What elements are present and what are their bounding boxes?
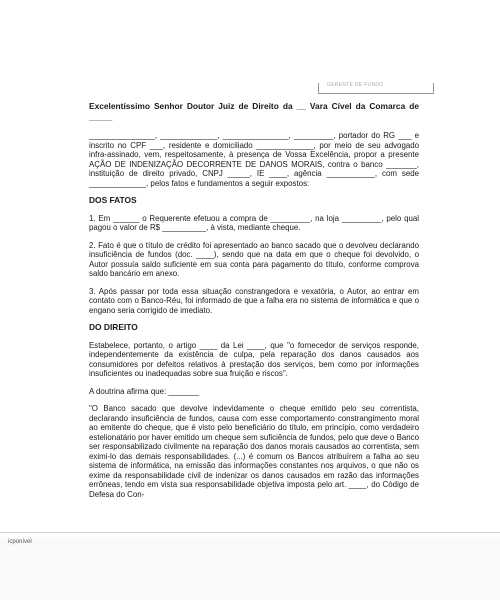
direito-paragraph: A doutrina afirma que: _______	[89, 386, 200, 396]
header-box	[318, 83, 434, 94]
document-title: Excelentíssimo Senhor Doutor Juiz de Direito da __ Vara Cível da Comarca de _____	[89, 101, 419, 122]
footer-text: icponível	[8, 539, 32, 545]
fatos-paragraph: 3. Após passar por toda essa situação constrangedora e vexatória, o Autor, ao entrar em contato com o Banco-Réu, foi informado de que a falha era no sistema de informática e que o engano seria corrigido de imediato.	[89, 286, 419, 315]
intro-paragraph: _______________, _____________, _______________, _________, portador do RG ___ e inscrito no CPF ___, residente e domiciliado _____________, por meio de seu advogado infra-assinado, vem, respeitosamente, à presença de Vossa Excelência, propor a presente AÇÃO DE INDENIZAÇÃO DECORRENTE DE DANOS MORAIS, contra o banco _______, instituição de direito privado, CNPJ _____, IE ____, agência ___________, com sede _____________, pelos fatos e fundamentos a seguir expostos:	[89, 131, 419, 188]
document-body	[89, 101, 419, 507]
footer-bar	[0, 537, 500, 600]
fatos-paragraph: 2. Fato é que o título de crédito foi apresentado ao banco sacado que o devolveu declarando insuficiência de fundos (doc. ____), sendo que na data em que o cheque foi devolvido, o Autor possuía saldo suficiente em sua conta para pagamento do título, conforme comprova saldo bancário em anexo.	[89, 240, 419, 278]
direito-paragraph: Estabelece, portanto, o artigo ____ da Lei ____, que "o fornecedor de serviços responde, independentemente da existência de culpa, pela reparação dos danos causados aos consumidores por defeitos relativos à prestação dos serviços, bem como por informações insuficientes ou inadequadas sobre sua fruição e riscos".	[89, 340, 419, 378]
header-box-text: GERENTE DE FUNDO	[327, 82, 384, 88]
footer-divider	[0, 532, 500, 533]
section-heading-direito: DO DIREITO	[89, 322, 138, 332]
fatos-paragraph: 1. Em ______ o Requerente efetuou a compra de _________, na loja _________, pelo qual pagou o valor de R$ __________, à vista, mediante cheque.	[89, 213, 419, 232]
section-heading-fatos: DOS FATOS	[89, 195, 137, 205]
quote-paragraph: "O Banco sacado que devolve indevidamente o cheque emitido pelo seu correntista, declarando insuficiência de fundos, causa com esse comportamento constrangimento moral ao emitente do cheque, que é visto pelo beneficiário do título, em princípio, como verdadeiro estelionatário por haver emitido um cheque sem suficiência de fundos, pelo que deve o Banco ser responsabilizado civilmente na reparação dos danos morais causados ao correntista, sem eximi-lo das demais responsabilidades. (...) é comum os Bancos atribuírem a falha ao seu sistema de informática, na emissão das informações constantes nos arquivos, o que não os exime da responsabilidade civil de indenizar os danos causados em razão das informações errôneas, tendo em vista sua responsabilidade objetiva imposta pelo art. ____, do Código de Defesa do Con-	[89, 404, 419, 499]
